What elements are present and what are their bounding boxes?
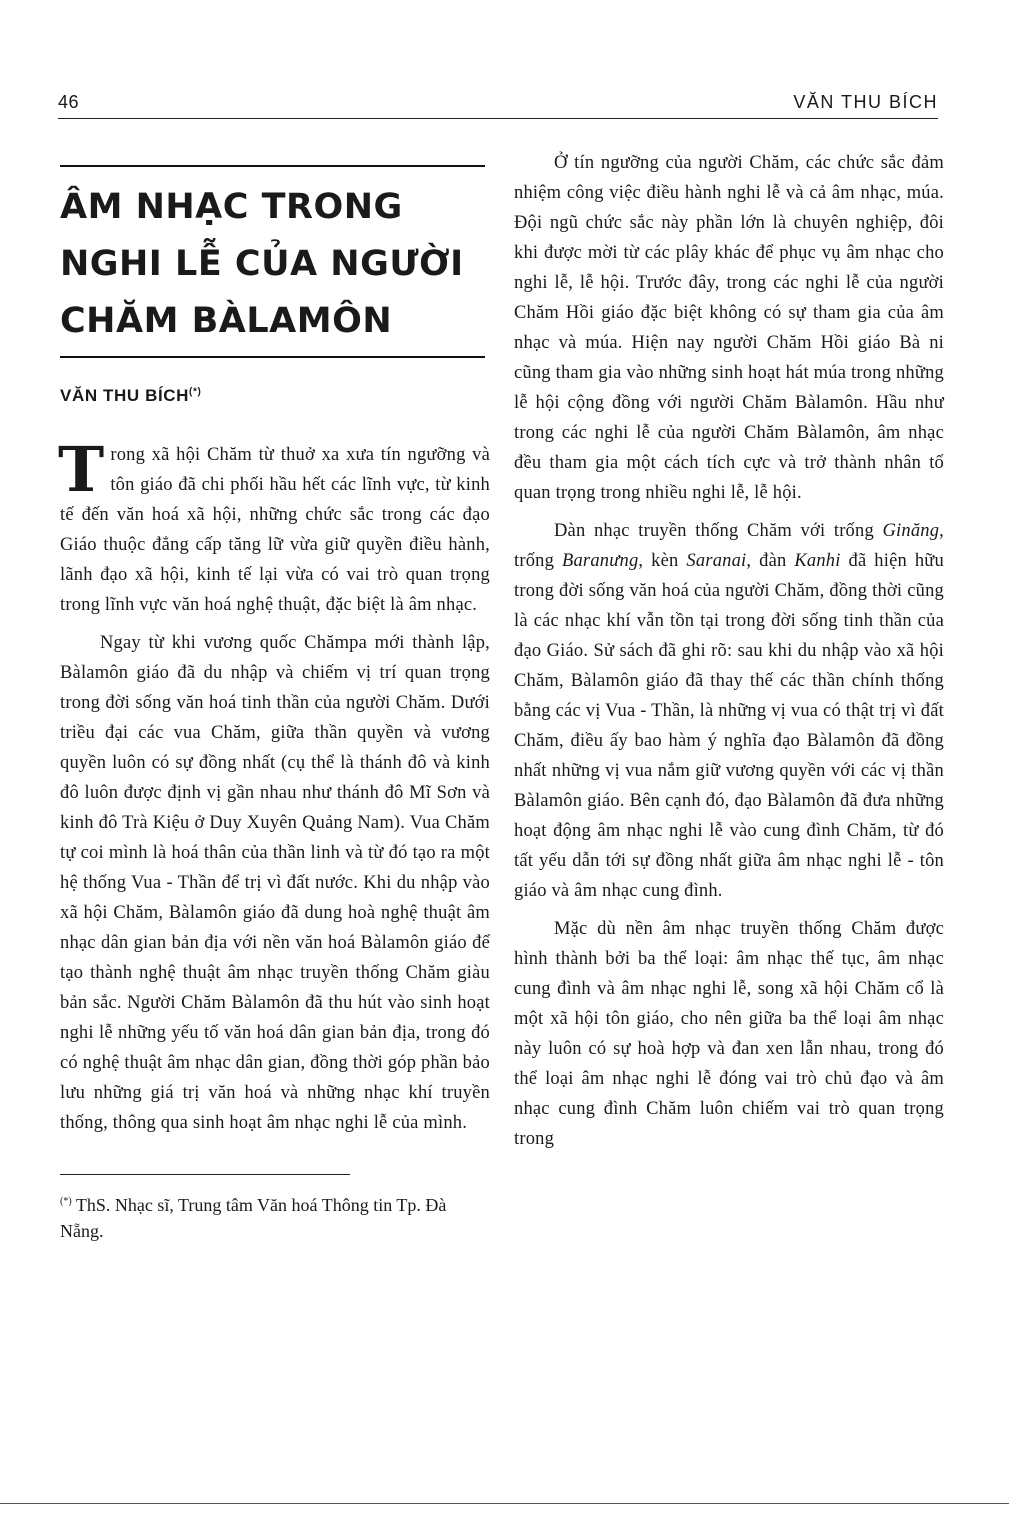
paragraph-1-text: rong xã hội Chăm từ thuở xa xưa tín ngưỡng và tôn giáo đã chi phối hầu hết các lĩnh vực, từ kinh tế đến văn hoá xã hội, những chức sắc trong các đạo Giáo thuộc đẳng cấp tăng lữ vừa giữ quyền điều hành, lãnh đạo xã hội, kinh tế lại vừa có vai trò quan trọng trong lĩnh vực văn hoá nghệ thuật, đặc biệt là âm nhạc. <box>60 445 490 615</box>
term-saranai: Saranai <box>686 551 747 571</box>
page-bottom-rule <box>0 1503 1009 1504</box>
term-ginang: Ginăng <box>882 521 940 541</box>
term-kanhi: Kanhi <box>794 551 841 571</box>
title-rule-bottom <box>60 356 485 358</box>
drop-cap: T <box>58 433 105 506</box>
running-head: VĂN THU BÍCH <box>793 92 938 112</box>
footnote-text: ThS. Nhạc sĩ, Trung tâm Văn hoá Thông tin Tp. Đà Nẵng. <box>60 1195 447 1241</box>
title-line-3: CHĂM BÀLAMÔN <box>60 301 393 341</box>
paragraph-4-d: , đàn <box>746 551 795 571</box>
author-footnote-mark: (*) <box>189 386 202 398</box>
page-header <box>58 92 938 119</box>
paragraph-4-c: , kèn <box>638 551 687 571</box>
footnote-mark: (*) <box>60 1196 72 1207</box>
page-number: 46 <box>58 92 80 112</box>
footnote <box>60 1189 490 1244</box>
left-body <box>58 433 490 1138</box>
paragraph-2: Ngay từ khi vương quốc Chămpa mới thành lập, Bàlamôn giáo đã du nhập và chiếm vị trí quan trọng trong đời sống văn hoá tinh thần của người Chăm. Dưới triều đại các vua Chăm, giữa thần quyền và vương quyền luôn có sự đồng nhất (cụ thể là thánh đô và kinh đô luôn được định vị gần nhau như thánh đô Mĩ Sơn và kinh đô Trà Kiệu ở Duy Xuyên Quảng Nam). Vua Chăm tự coi mình là hoá thân của thần linh và từ đó tạo ra một hệ thống Vua - Thần để trị vì đất nước. Khi du nhập vào xã hội Chăm, Bàlamôn giáo đã dung hoà nghệ thuật âm nhạc dân gian bản địa với nền văn hoá Bàlamôn giáo để tạo thành nghệ thuật âm nhạc truyền thống Chăm giàu bản sắc. Người Chăm Bàlamôn đã thu hút vào sinh hoạt nghi lễ những yếu tố văn hoá dân gian bản địa, trong đó có nghệ thuật âm nhạc dân gian, đồng thời góp phần bảo lưu những giá trị văn hoá và những nhạc khí truyền thống, thông qua sinh hoạt âm nhạc nghi lễ của mình. <box>60 633 490 1133</box>
paragraph-3: Ở tín ngưỡng của người Chăm, các chức sắc đảm nhiệm công việc điều hành nghi lễ và cả âm nhạc, múa. Đội ngũ chức sắc này phần lớn là chuyên nghiệp, đôi khi được mời từ các plây khác để phục vụ âm nhạc cho nghi lễ, lễ hội. Trước đây, trong các nghi lễ của người Chăm Hồi giáo đặc biệt không có sự tham gia của âm nhạc và múa. Hiện nay người Chăm Hồi giáo Bà ni cũng tham gia vào những sinh hoạt hát múa trong những lễ hội cộng đồng với người Chăm Bàlamôn. Hầu như trong các nghi lễ của người Chăm Bàlamôn, âm nhạc đều tham gia một cách tích cực và trở thành nhân tố quan trọng trong nhiều nghi lễ, lễ hội. <box>514 153 944 503</box>
author-byline <box>60 386 490 406</box>
right-column <box>514 148 944 1162</box>
paragraph-4-b: , trống <box>514 521 944 571</box>
paragraph-4-a: Dàn nhạc truyền thống Chăm với trống <box>554 521 883 541</box>
title-line-2: NGHI LỄ CỦA NGƯỜI <box>60 244 464 284</box>
term-baranung: Baranưng <box>561 551 639 571</box>
title-rule-top <box>60 165 485 167</box>
paragraph-5: Mặc dù nền âm nhạc truyền thống Chăm được hình thành bởi ba thể loại: âm nhạc thế tục, âm nhạc cung đình và âm nhạc nghi lễ, song xã hội Chăm cổ là một xã hội tôn giáo, cho nên giữa ba thể loại âm nhạc này luôn có sự hoà hợp và đan xen lẫn nhau, trong đó thể loại âm nhạc nghi lễ đóng vai trò chủ đạo và âm nhạc cung đình Chăm luôn chiếm vai trò quan trọng trong <box>514 919 944 1149</box>
footnote-rule <box>60 1174 350 1175</box>
paragraph-1 <box>58 433 490 620</box>
left-column <box>60 165 490 1244</box>
title-line-1: ÂM NHẠC TRONG <box>60 187 403 227</box>
paragraph-4 <box>514 516 944 906</box>
paragraph-4-e: đã hiện hữu trong đời sống văn hoá của người Chăm, đồng thời cũng là các nhạc khí vẫn tồn tại trong đời sống tinh thần của đạo Giáo. Sử sách đã ghi rõ: sau khi du nhập vào xã hội Chăm, Bàlamôn giáo đã thay thế các thần chính thống bằng các vị Vua - Thần, là những vị vua có thật trị vì đất Chăm, điều ấy bao hàm ý nghĩa đạo Bàlamôn đã đồng nhất những vị vua nắm giữ vương quyền với các vị thần Bàlamôn giáo. Bên cạnh đó, đạo Bàlamôn đã đưa những hoạt động âm nhạc nghi lễ vào cung đình Chăm, từ đó tất yếu dẫn tới sự đồng nhất giữa âm nhạc nghi lễ - tôn giáo và âm nhạc cung đình. <box>514 551 944 901</box>
article-title <box>60 179 490 350</box>
author-name: VĂN THU BÍCH <box>60 386 190 405</box>
